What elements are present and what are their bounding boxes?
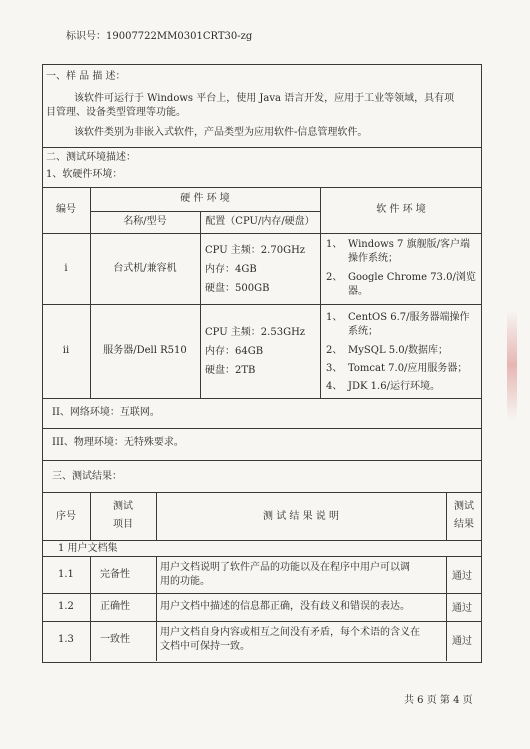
config-disk: 硬盘：2TB (205, 365, 256, 376)
table-row-seq: 1.1 (58, 569, 74, 580)
section3-title: 三、测试结果： (52, 471, 122, 482)
software-item-number: 1、 (326, 312, 343, 323)
table-row-result: 通过 (452, 571, 472, 582)
table-row-result: 通过 (452, 603, 472, 614)
software-item: CentOS 6.7/服务器端操作 (348, 312, 470, 323)
table-row-item: 完备性 (100, 569, 130, 580)
config-disk: 硬盘：500GB (205, 283, 270, 294)
software-item: Tomcat 7.0/应用服务器； (348, 363, 468, 374)
table-row-item: 一致性 (100, 634, 130, 645)
divider (42, 460, 482, 461)
red-stamp-mark (507, 310, 517, 420)
physical-environment: III、物理环境：无特殊要求。 (52, 437, 184, 448)
table-row-desc: 用户文档说明了软件产品的功能以及在程序中用户可以调 (160, 562, 410, 573)
table-row-desc-cont: 用的功能。 (160, 576, 210, 587)
divider (42, 428, 482, 429)
network-environment: II、网络环境：互联网。 (52, 407, 160, 418)
table-row-item: 正确性 (100, 601, 130, 612)
col-number-header: 编号 (56, 204, 76, 215)
software-item-number: 3、 (326, 363, 343, 374)
software-item: JDK 1.6/运行环境。 (348, 381, 440, 392)
page-number: 共 6 页 第 4 页 (404, 695, 473, 706)
software-item-number: 2、 (326, 272, 343, 283)
col-result-header: 测试 (454, 501, 474, 512)
col-desc-header: 测 试 结 果 说 明 (263, 511, 339, 522)
software-item-cont: 系统； (348, 326, 378, 337)
table-row-name: 服务器/Dell R510 (103, 345, 187, 356)
col-seq-header: 序号 (56, 511, 76, 522)
col-result-header-2: 结果 (454, 519, 474, 530)
software-item: Google Chrome 73.0/浏览 (348, 272, 476, 283)
section1-title: 一、样 品 描 述： (46, 71, 126, 82)
software-header: 软 件 环 境 (376, 204, 426, 215)
software-item-cont: 操作系统； (348, 253, 398, 264)
table-row-desc: 用户文档中描述的信息都正确，没有歧义和错误的表达。 (160, 601, 410, 612)
col-config-header: 配置（CPU/内存/硬盘） (205, 216, 315, 227)
section1-para1: 该软件可运行于 Windows 平台上，使用 Java 语言开发，应用于工业等领域，具有项 (74, 93, 455, 104)
table-row-name: 台式机/兼容机 (113, 263, 177, 274)
software-item-number: 4、 (326, 381, 343, 392)
software-item-number: 1、 (326, 239, 343, 250)
divider (42, 492, 482, 493)
config-memory: 内存：4GB (205, 264, 257, 275)
table-row-seq: 1.2 (58, 601, 74, 612)
document-id: 标识号：19007722MM0301CRT30-zg (66, 31, 253, 42)
software-item-cont: 器。 (348, 286, 368, 297)
table-row-seq: 1.3 (58, 634, 74, 645)
section2-title: 二、测试环境描述： (46, 152, 136, 163)
software-item: Windows 7 旗舰版/客户端 (348, 239, 470, 250)
config-cpu: CPU 主频：2.70GHz (205, 245, 306, 256)
group-title: 1 用户文档集 (58, 543, 118, 554)
table-row-desc-cont: 文档中可保持一致。 (160, 641, 250, 652)
software-item-number: 2、 (326, 345, 343, 356)
table-row-desc: 用户文档自身内容或相互之间没有矛盾，每个术语的含义在 (160, 627, 420, 638)
col-item-header: 测试 (113, 501, 133, 512)
hardware-header: 硬 件 环 境 (180, 193, 230, 204)
section1-para2: 该软件类别为非嵌入式软件，产品类型为应用软件-信息管理软件。 (74, 127, 368, 138)
table-row-result: 通过 (452, 636, 472, 647)
col-item-header-2: 项目 (113, 519, 133, 530)
col-name-header: 名称/型号 (123, 216, 167, 227)
software-item: MySQL 5.0/数据库； (348, 345, 449, 356)
config-memory: 内存：64GB (205, 346, 264, 357)
table-row-number: ii (62, 345, 70, 356)
table-row-number: i (64, 263, 68, 274)
section1-para1-cont: 目管理、设备类型管理等功能。 (46, 107, 186, 118)
config-cpu: CPU 主频：2.53GHz (205, 327, 306, 338)
divider (42, 147, 482, 148)
section2-subtitle: 1、软硬件环境： (46, 169, 123, 180)
